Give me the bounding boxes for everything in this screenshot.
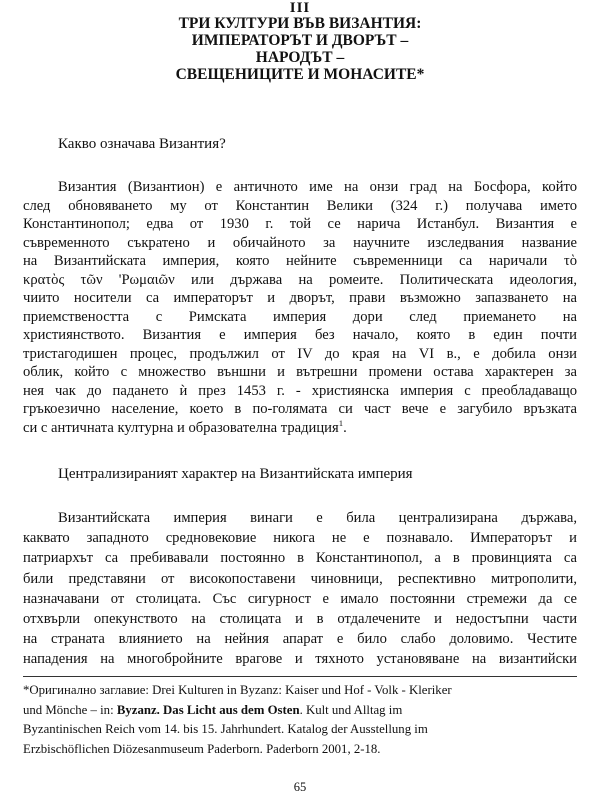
chapter-title xyxy=(0,15,600,83)
text-line: тристагодишен процес, продължил от IV до края на VI в., е добила онзи xyxy=(23,345,577,362)
text-line: патриархът са пребивавали постоянно в Константинопол, а в провинцията са xyxy=(23,550,577,567)
text-line: чиито носители са императорът и дворът, прави възможно запазването на xyxy=(23,290,577,306)
text-line: гръкоезично население, което в по-голямата си част вече е загубило връзката xyxy=(23,401,577,417)
chapter-title-line: ТРИ КУЛТУРИ ВЪВ ВИЗАНТИЯ: xyxy=(178,15,422,32)
chapter-title-line: НАРОДЪТ – xyxy=(255,49,345,66)
footnote-line xyxy=(23,701,577,721)
text-line-last: си с античната културна и образователна традиция$^1$. xyxy=(23,418,347,436)
footnote-text: und Mönche – in: xyxy=(23,702,117,717)
text-line: κρατὸς τῶν 'Ρωμαιῶν или държава на ромеите. Политическата идеология, xyxy=(23,271,577,288)
text-line: християнството. Византия е империя без начало, която в един почти xyxy=(23,327,577,343)
body-paragraph-1 xyxy=(23,178,577,437)
footnote-text: . Kult und Alltag im xyxy=(299,702,403,717)
page-number: 65 xyxy=(293,780,307,794)
footnote xyxy=(23,681,577,759)
text-line: Византия (Византион) е античното име на онзи град на Босфора, който xyxy=(58,179,577,195)
text-line: нападения на многобройните врагове и тяхното установяване на византийски xyxy=(23,651,577,668)
text-line: съвременното съкратено и обичайното за научните изследвания название xyxy=(23,234,577,251)
body-paragraph-2 xyxy=(23,508,577,670)
footnote-reference: 1 xyxy=(338,418,344,428)
text-line-content: си с античната културна и образователна традиция xyxy=(23,419,339,436)
text-line: Византийската империя винаги е била централизирана държава, xyxy=(58,510,577,526)
text-line: след обновяването му от Константин Велики (324 г.) получава името xyxy=(23,197,577,214)
footnote-line: Erzbischöflichen Diözesanmuseum Paderborn. Paderborn 2001, 2-18. xyxy=(23,741,381,756)
text-line: нея чак до падането ѝ през 1453 г. - християнска империя с преобладаващо xyxy=(23,382,577,399)
text-line: отхвърли опекунството на столицата и в отдалечените и недостъпни части xyxy=(23,611,577,628)
text-line: на Византийската империя, която нейните съвременници са наричали τὸ xyxy=(23,253,577,269)
section-heading-centralized-character: Централизираният характер на Византийската империя xyxy=(58,466,413,482)
footnote-line: *Оригинално заглавие: Drei Kulturen in Byzanz: Kaiser und Hof - Volk - Kleriker xyxy=(23,683,452,697)
chapter-number: III xyxy=(289,0,311,16)
chapter-title-line: ИМПЕРАТОРЪТ И ДВОРЪТ – xyxy=(191,32,409,49)
text-line: на страната влиянието на нейния апарат е било слабо доловимо. Честите xyxy=(23,631,577,648)
footnote-line: Byzantinischen Reich vom 14. bis 15. Jahrhundert. Katalog der Ausstellung im xyxy=(23,722,428,736)
footnote-divider xyxy=(23,676,577,677)
text-line: Константинопол; едва от 1930 г. той се нарича Истанбул. Византия е xyxy=(23,216,577,232)
chapter-title-line: СВЕЩЕНИЦИТЕ И МОНАСИТЕ* xyxy=(175,66,425,83)
footnote-book-title: Byzanz. Das Licht aus dem Osten xyxy=(116,702,300,717)
section-heading-byzantium-meaning: Какво означава Византия? xyxy=(58,136,226,152)
text-line: облик, който с множество външни и вътрешни промени остава характерен за xyxy=(23,364,577,380)
text-line: каквато западното средновековие никога не е познавало. Императорът и xyxy=(23,530,577,547)
text-line: били представяни от високопоставени чиновници, респективно митрополити, xyxy=(23,570,577,587)
text-line: назначавани от столицата. Със сигурност е имало постоянни стремежи да се xyxy=(23,590,577,607)
text-line: приемствеността с Римската империя дори след приемането на xyxy=(23,308,577,325)
